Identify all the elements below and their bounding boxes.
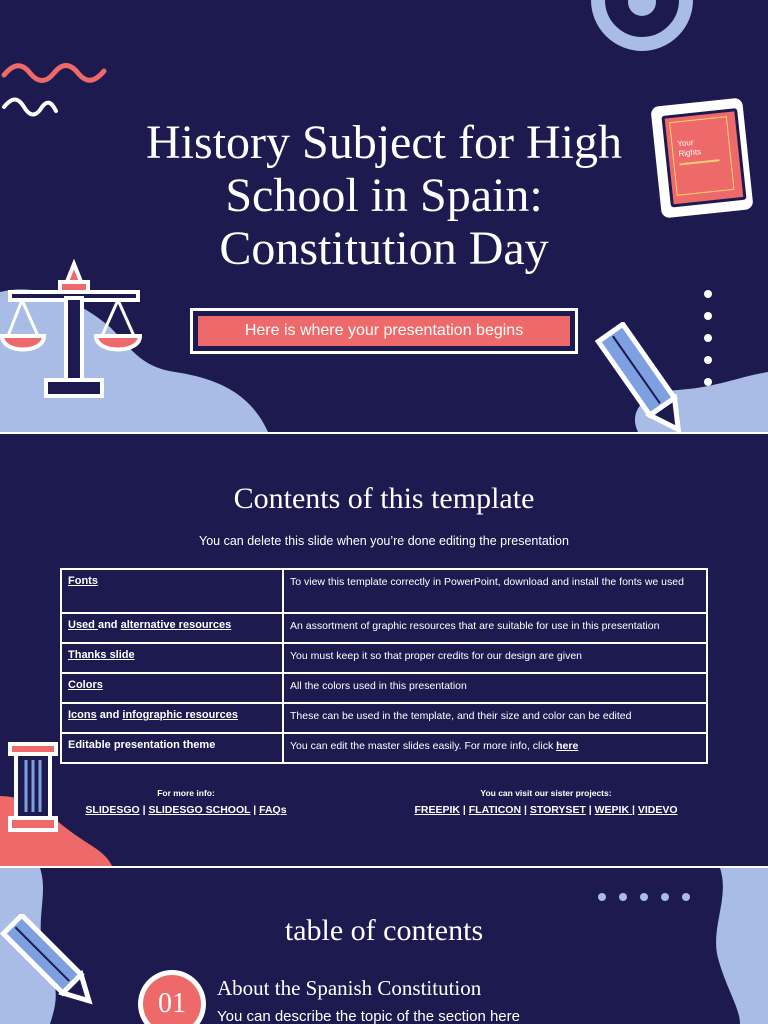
pencil-icon [590,322,700,432]
used-link[interactable]: Used [68,619,98,631]
title-line: School in Spain: [225,169,543,222]
table-row [61,673,707,703]
row-description: All the colors used in this presentation [283,673,707,703]
title-slide [0,0,768,432]
separator: | [250,804,260,816]
section-number-badge [138,970,206,1024]
row-description: You must keep it so that proper credits for our design are given [283,643,707,673]
label-text: and [97,619,121,631]
alternative-resources-link[interactable]: alternative resources [120,619,232,631]
separator: | [139,804,149,816]
ring-icon [588,0,698,60]
table-row [61,569,707,613]
row-description: These can be used in the template, and their size and color can be edited [283,703,707,733]
thanks-slide-link[interactable]: Thanks slide [68,649,135,661]
contents-title: Contents of this template [233,482,535,515]
contents-subtitle: You can delete this slide when you’re done editing the presentation [199,534,569,548]
row-description: To view this template correctly in PowerPoint, download and install the fonts we used [283,569,707,613]
colors-link[interactable]: Colors [68,679,103,691]
title-line: History Subject for High [146,116,622,169]
separator: | [521,804,530,816]
separator: | [585,804,595,816]
separator: | [459,804,469,816]
table-row [61,643,707,673]
title-line: Constitution Day [219,222,549,275]
subtitle-box [190,308,578,354]
footer-sister-projects [400,788,692,818]
freepik-link[interactable]: FREEPIK [414,804,460,816]
icons-link[interactable]: Icons [68,709,97,721]
slidesgo-link[interactable]: SLIDESGO [85,804,140,816]
table-row [61,703,707,733]
toc-title: table of contents [284,914,484,947]
contents-table [60,568,708,764]
videvo-link[interactable]: VIDEVO [637,804,678,816]
footer-label: For more info: [157,788,215,798]
flaticon-link[interactable]: FLATICON [468,804,522,816]
faqs-link[interactable]: FAQs [259,804,287,816]
table-row [61,613,707,643]
row-description: You can edit the master slides easily. For more info, click [290,740,557,752]
book-title: Your Rights [676,137,702,159]
label-text: and [96,709,123,721]
dots-decoration [704,290,712,400]
separator: | [631,804,638,816]
fonts-link[interactable]: Fonts [68,575,98,587]
section-description: You can describe the topic of the section here [217,1008,520,1024]
scales-icon [0,258,160,408]
storyset-link[interactable]: STORYSET [529,804,586,816]
subtitle-text: Here is where your presentation begins [198,316,570,346]
here-link[interactable]: here [556,740,579,752]
label-text: Editable presentation theme [68,739,216,751]
dots-decoration [598,888,703,906]
contents-slide [0,434,768,866]
footer-label: You can visit our sister projects: [480,788,612,798]
section-number: 01 [143,975,201,1024]
section-title: About the Spanish Constitution [217,976,482,1000]
slidesgo-school-link[interactable]: SLIDESGO SCHOOL [148,804,251,816]
squiggle-icon [0,55,120,125]
infographic-resources-link[interactable]: infographic resources [122,709,238,721]
row-description: An assortment of graphic resources that are suitable for use in this presentation [283,613,707,643]
presentation-title [84,116,684,275]
wepik-link[interactable]: WEPIK [594,804,632,816]
footer-more-info [80,788,292,818]
table-row [61,733,707,763]
toc-slide [0,868,768,1024]
